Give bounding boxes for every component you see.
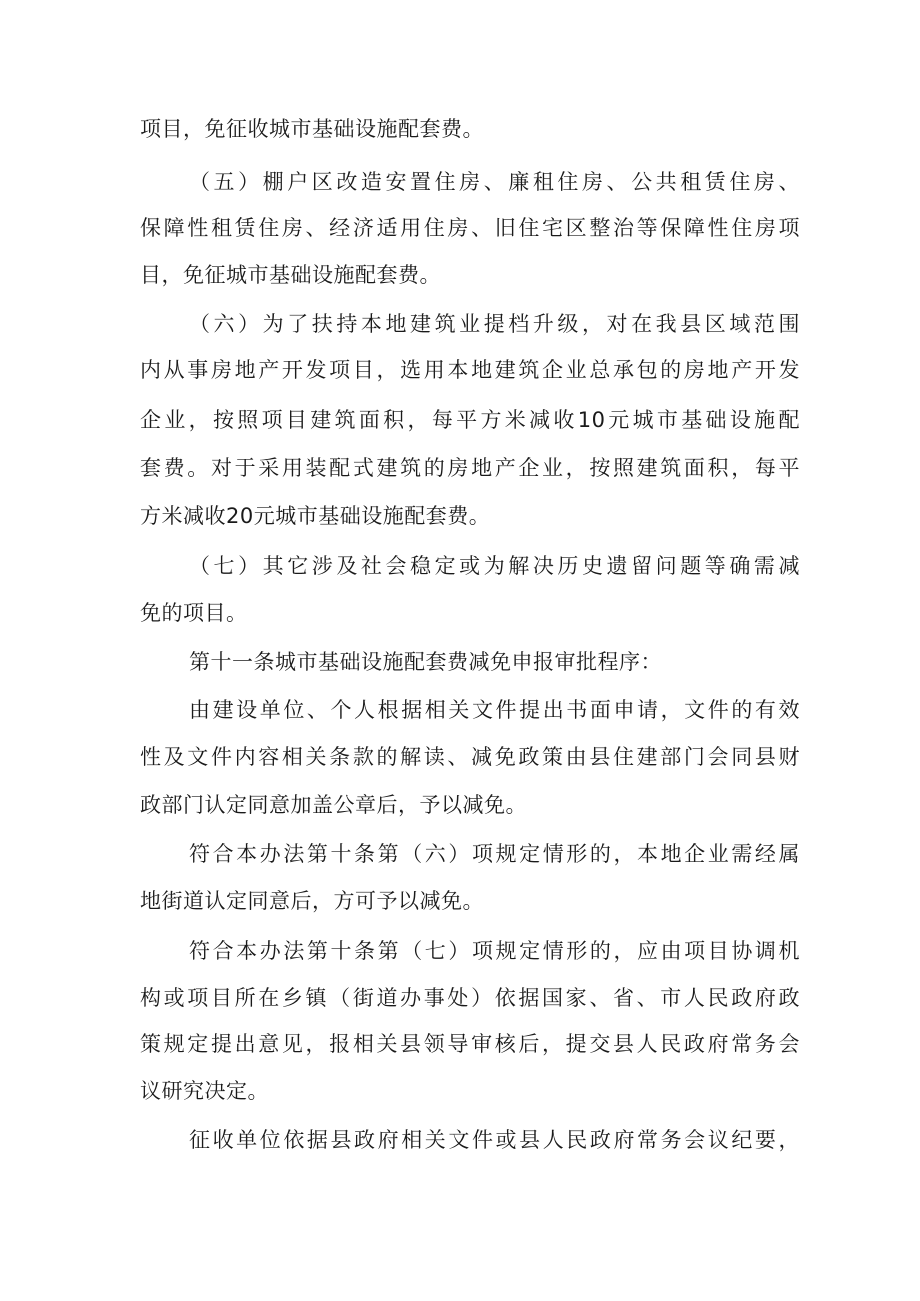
section-heading: 第十一条城市基础设施配套费减免申报审批程序： [189,650,662,674]
text-line: （六）为了扶持本地建筑业提档升级，对在我县区域范围 [189,312,800,336]
text-line: 由建设单位、个人根据相关文件提出书面申请，文件的有效 [189,698,800,722]
text-line: 免的项目。 [140,601,248,625]
text-line: 项目，免征收城市基础设施配套费。 [140,117,484,141]
text-line: 目，免征城市基础设施配套费。 [140,263,441,287]
text-line: 策规定提出意见，报相关县领导审核后，提交县人民政府常务会 [140,1032,800,1056]
text-line: 内从事房地产开发项目，选用本地建筑企业总承包的房地产开发 [140,358,800,382]
text-line: 企业，按照项目建筑面积，每平方米减收10元城市基础设施配 [140,408,800,432]
text-line: （七）其它涉及社会稳定或为解决历史遗留问题等确需减 [189,554,800,578]
text-line: 套费。对于采用装配式建筑的房地产企业，按照建筑面积，每平 [140,456,800,480]
text-line: 议研究决定。 [140,1079,269,1103]
text-line: 符合本办法第十条第（六）项规定情形的，本地企业需经属 [189,842,800,866]
text-line: 地街道认定同意后，方可予以减免。 [140,889,484,913]
text-line: 征收单位依据县政府相关文件或县人民政府常务会议纪要， [189,1128,800,1152]
text-line: 保障性租赁住房、经济适用住房、旧住宅区整治等保障性住房项 [140,216,800,240]
text-line: 方米减收20元城市基础设施配套费。 [140,504,491,528]
text-line: （五）棚户区改造安置住房、廉租住房、公共租赁住房、 [189,170,800,194]
text-line: 符合本办法第十条第（七）项规定情形的，应由项目协调机 [189,939,800,963]
text-line: 性及文件内容相关条款的解读、减免政策由县住建部门会同县财 [140,745,800,769]
text-line: 构或项目所在乡镇（街道办事处）依据国家、省、市人民政府政 [140,986,800,1010]
text-line: 政部门认定同意加盖公章后，予以减免。 [140,793,527,817]
